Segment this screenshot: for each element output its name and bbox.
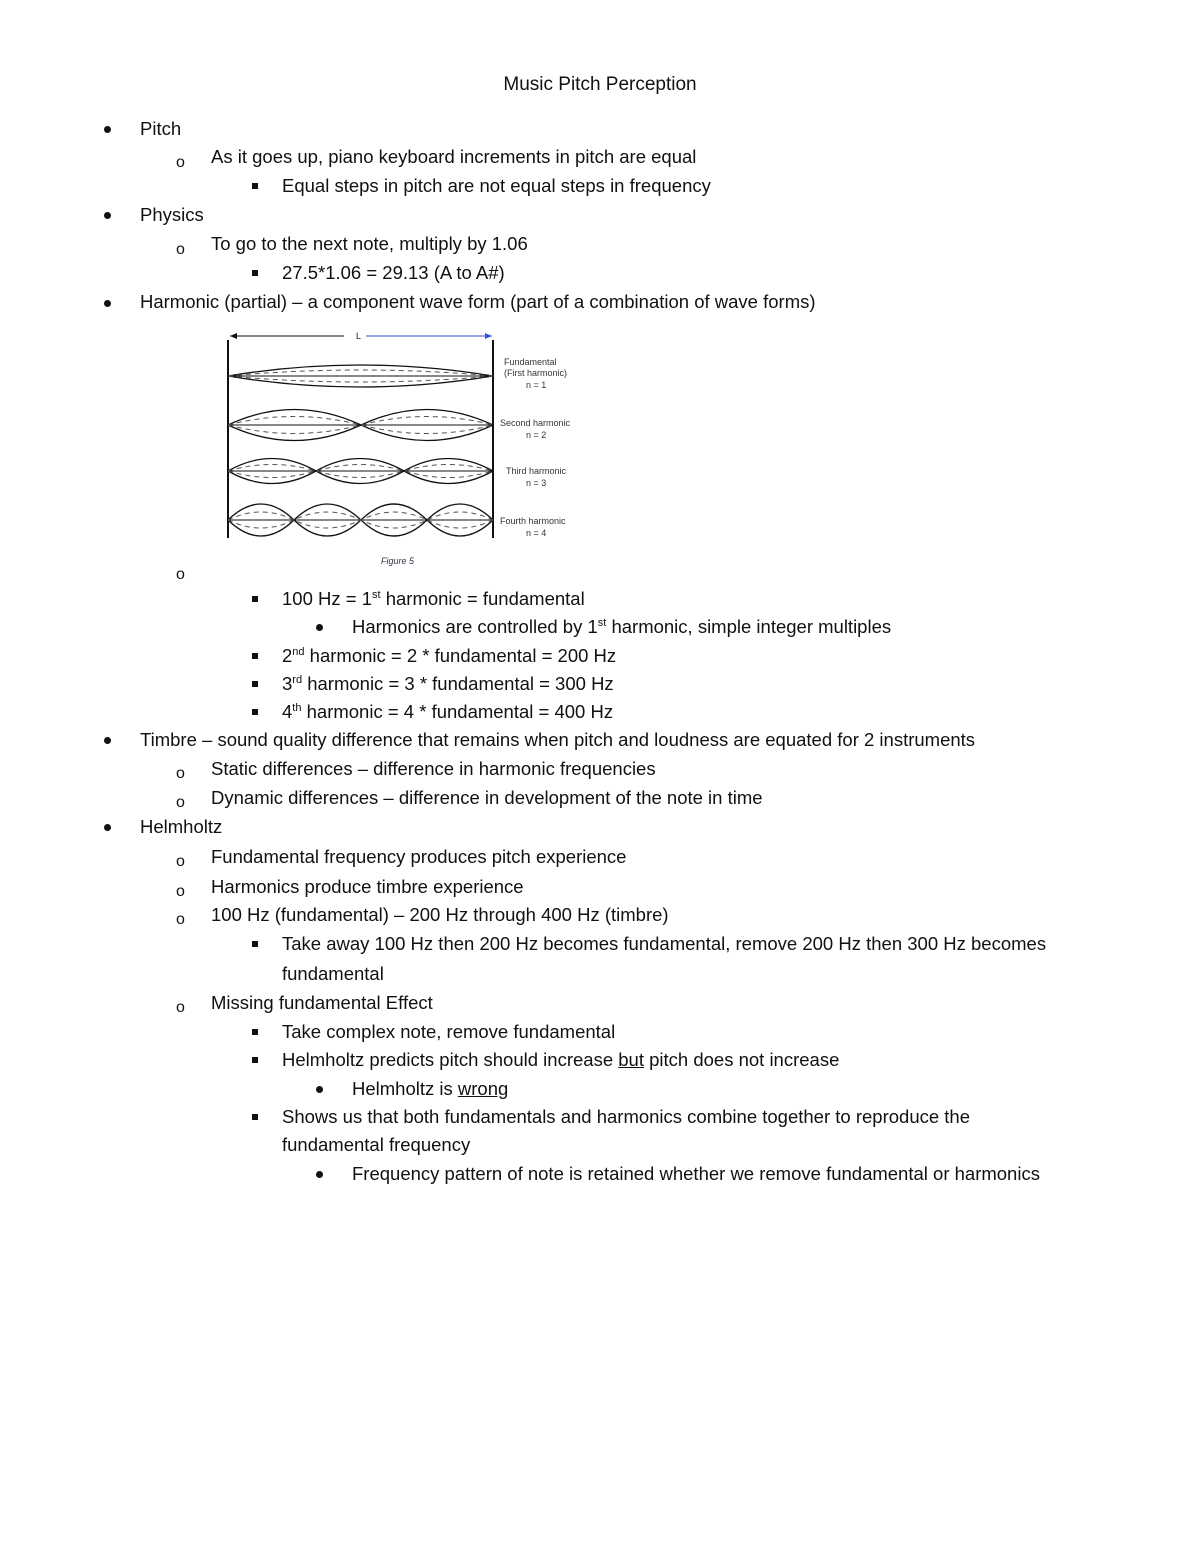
- text-physics-sub1-a: 27.5*1.06 = 29.13 (A to A#): [282, 262, 505, 283]
- fundamental-wave: [228, 365, 493, 387]
- fourth-harmonic-wave: [228, 504, 493, 536]
- figure-label-3-line2: n = 3: [526, 478, 547, 488]
- text-timbre: Timbre – sound quality difference that remains when pitch and loudness are equated for 2 instruments: [140, 729, 976, 750]
- text-pitch-sub1-a: Equal steps in pitch are not equal steps in frequency: [282, 175, 711, 196]
- figure-length-label: L: [356, 331, 362, 341]
- bullet-dot: [104, 737, 111, 744]
- bullet-dot: [316, 1086, 323, 1093]
- text-helm-sub3: 100 Hz (fundamental) – 200 Hz through 400 Hz (timbre): [211, 904, 669, 925]
- text-helm-sub1: Fundamental frequency produces pitch experience: [211, 846, 627, 867]
- figure-label-4-line2: n = 4: [526, 528, 547, 538]
- bullet-circle: o: [176, 765, 185, 782]
- figure-caption: Figure 5: [381, 556, 415, 566]
- figure-label-1-line1: Fundamental: [504, 357, 557, 367]
- text-helm-sub4-c-line2: fundamental frequency: [282, 1134, 471, 1155]
- bullet-dot: [104, 300, 111, 307]
- bullet-circle: o: [176, 883, 185, 900]
- bullet-circle: o: [176, 911, 185, 928]
- figure-label-2-line1: Second harmonic: [500, 418, 571, 428]
- text-h1-sub: Harmonics are controlled by 1st harmonic, simple integer multiples: [352, 616, 892, 637]
- text-helm-sub4-b-i: Helmholtz is wrong: [352, 1078, 509, 1099]
- bullet-square: [252, 653, 258, 659]
- bullet-square: [252, 681, 258, 687]
- bullet-circle: o: [176, 154, 185, 171]
- text-helmholtz: Helmholtz: [140, 816, 223, 837]
- text-helm-sub4-c-i: Frequency pattern of note is retained whether we remove fundamental or harmonics: [352, 1163, 1040, 1184]
- bullet-square: [252, 270, 258, 276]
- bullet-square: [252, 183, 258, 189]
- bullet-circle: o: [176, 794, 185, 811]
- second-harmonic-wave: [228, 410, 493, 441]
- figure-label-3-line1: Third harmonic: [506, 466, 567, 476]
- text-helm-sub3-a-line2: fundamental: [282, 963, 384, 984]
- bullet-dot: [104, 824, 111, 831]
- text-helm-sub3-a-line1: Take away 100 Hz then 200 Hz becomes fundamental, remove 200 Hz then 300 Hz becomes: [282, 933, 1047, 954]
- bullet-dot: [316, 1171, 323, 1178]
- text-helm-sub4: Missing fundamental Effect: [211, 992, 433, 1013]
- figure-label-4-line1: Fourth harmonic: [500, 516, 566, 526]
- bullet-square: [252, 1057, 258, 1063]
- bullet-circle: o: [176, 999, 185, 1016]
- document-title: Music Pitch Perception: [503, 74, 697, 95]
- bullet-circle: o: [176, 566, 185, 583]
- text-pitch: Pitch: [140, 118, 182, 139]
- text-h2: 2nd harmonic = 2 * fundamental = 200 Hz: [282, 645, 617, 666]
- bullet-square: [252, 596, 258, 602]
- bullet-dot: [104, 212, 111, 219]
- text-helm-sub4-a: Take complex note, remove fundamental: [282, 1021, 616, 1042]
- figure-label-1-line2: (First harmonic): [504, 368, 568, 378]
- third-harmonic-wave: [228, 459, 493, 484]
- bullet-square: [252, 709, 258, 715]
- text-physics-sub1: To go to the next note, multiply by 1.06: [211, 233, 528, 254]
- text-harmonic: Harmonic (partial) – a component wave form (part of a combination of wave forms): [140, 291, 816, 312]
- bullet-square: [252, 1029, 258, 1035]
- text-timbre-sub2: Dynamic differences – difference in development of the note in time: [211, 787, 763, 808]
- bullet-dot: [104, 126, 111, 133]
- figure-label-1-line3: n = 1: [526, 380, 547, 390]
- text-h3: 3rd harmonic = 3 * fundamental = 300 Hz: [282, 673, 614, 694]
- bullet-square: [252, 941, 258, 947]
- text-h1: 100 Hz = 1st harmonic = fundamental: [282, 588, 585, 609]
- text-pitch-sub1: As it goes up, piano keyboard increments in pitch are equal: [211, 146, 697, 167]
- bullet-dot: [316, 624, 323, 631]
- bullet-circle: o: [176, 853, 185, 870]
- harmonics-figure: [226, 328, 578, 570]
- text-helm-sub4-b: Helmholtz predicts pitch should increase but pitch does not increase: [282, 1049, 840, 1070]
- bullet-square: [252, 1114, 258, 1120]
- text-helm-sub2: Harmonics produce timbre experience: [211, 876, 524, 897]
- text-h4: 4th harmonic = 4 * fundamental = 400 Hz: [282, 701, 614, 722]
- text-physics: Physics: [140, 204, 204, 225]
- text-helm-sub4-c-line1: Shows us that both fundamentals and harmonics combine together to reproduce the: [282, 1106, 971, 1127]
- figure-label-2-line2: n = 2: [526, 430, 547, 440]
- text-timbre-sub1: Static differences – difference in harmonic frequencies: [211, 758, 656, 779]
- bullet-circle: o: [176, 241, 185, 258]
